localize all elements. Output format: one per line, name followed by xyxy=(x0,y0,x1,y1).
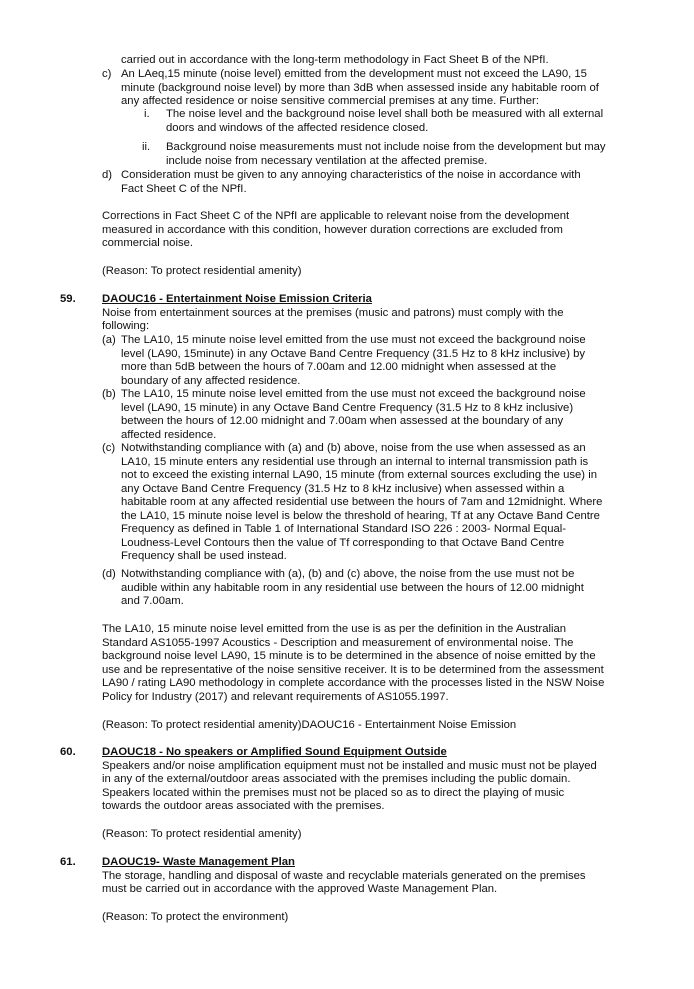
list-marker: (b) xyxy=(102,388,116,400)
text-line: level (LA90, 15minute) in any Octave Band Centre Frequency (31.5 Hz to 8 kHz inclusive) by xyxy=(121,347,586,360)
text-line: the LA10, 15 minute noise level is below the threshold of hearing, Tf at any Octave Band Centre xyxy=(121,509,600,522)
condition-number: 60. xyxy=(60,746,76,758)
list-marker: d) xyxy=(102,169,113,181)
text-line: The LA10, 15 minute noise level emitted from the use must not exceed the background noise xyxy=(121,388,586,400)
text-line: any affected residence or noise sensitive commercial premises at any time. Further: xyxy=(121,95,539,108)
text-line: and 7.00am. xyxy=(121,595,184,608)
reason-text: (Reason: To protect residential amenity) xyxy=(102,265,302,277)
text-line: boundary of any affected residence. xyxy=(121,374,301,387)
text-line: Background noise measurements must not include noise from the development but may xyxy=(166,141,606,153)
text-line: LA10, 15 minute enters any residential use through an internal to internal transmission path is xyxy=(121,455,589,468)
list-marker: (c) xyxy=(102,442,116,454)
list-marker: ii. xyxy=(142,141,151,153)
text-line: towards the outdoor areas associated with the premises. xyxy=(102,800,385,813)
list-marker: i. xyxy=(144,108,150,120)
text-line: level (LA90, 15 minute) in any Octave Band Centre Frequency (31.5 Hz to 8 kHz inclusive) xyxy=(121,401,574,414)
text-line: Speakers located within the premises must not be placed so as to direct the playing of music xyxy=(102,786,565,799)
text-line: The storage, handling and disposal of waste and recyclable materials generated on the premises xyxy=(102,869,586,882)
text-line: habitable room at any affected residential use between the hours of 7am and 12midnight. Where xyxy=(121,496,603,509)
continuation-text xyxy=(121,54,549,68)
text-line: any Octave Band Centre Frequency (31.5 Hz to 8 kHz inclusive) when assessed within a xyxy=(121,482,565,495)
text-line: Frequency shall be used instead. xyxy=(121,550,287,563)
text-line: background noise level LA90, 15 minute is to be determined in the absence of noise emitted by the xyxy=(102,650,596,663)
reason-text: (Reason: To protect the environment) xyxy=(102,911,289,923)
condition-title: DAOUC16 - Entertainment Noise Emission Criteria xyxy=(102,293,372,305)
condition-title: DAOUC18 - No speakers or Amplified Sound Equipment Outside xyxy=(102,746,447,758)
condition-61 xyxy=(102,856,586,897)
text-line: use and be representative of the noise sensitive receiver. It is to be determined from the assessment xyxy=(102,663,604,676)
condition-number: 61. xyxy=(60,856,76,868)
list-marker: (d) xyxy=(102,568,116,580)
paragraph xyxy=(102,623,604,704)
condition-60 xyxy=(102,746,597,814)
text-line: must be carried out in accordance with the approved Waste Management Plan. xyxy=(102,883,498,896)
condition-number: 59. xyxy=(60,293,76,305)
text-line: The LA10, 15 minute noise level emitted from the use is as per the definition in the Australian xyxy=(102,623,567,635)
paragraph xyxy=(102,210,569,251)
text-line: Consideration must be given to any annoying characteristics of the noise in accordance with xyxy=(121,169,581,181)
condition-59 xyxy=(102,293,563,334)
text-line: Speakers and/or noise amplification equipment must not be installed and music must not be played xyxy=(102,759,597,772)
text-line: in any of the external/outdoor areas associated with the premises including the public domain. xyxy=(102,773,571,786)
text-line: Frequency as defined in Table 1 of International Standard ISO 226 : 2003- Normal Equal- xyxy=(121,523,567,536)
text-line: Fact Sheet C of the NPfI. xyxy=(121,182,247,195)
text-line: LA90 / rating LA90 methodology in complete accordance with the processes listed in the NSW Noise xyxy=(102,677,605,690)
text-line: An LAeq,15 minute (noise level) emitted from the development must not exceed the LA90, 15 xyxy=(121,68,587,80)
text-line: include noise from necessary ventilation at the affected premise. xyxy=(166,154,488,167)
text-line: audible within any habitable room in any residential use between the hours of 12.00 midnight xyxy=(121,581,584,594)
text-line: Notwithstanding compliance with (a), (b) and (c) above, the noise from the use must not be xyxy=(121,568,575,580)
text-line: Noise from entertainment sources at the premises (music and patrons) must comply with the xyxy=(102,306,564,319)
text-line: Standard AS1055-1997 Acoustics - Description and measurement of environmental noise. The xyxy=(102,636,574,649)
text-line: carried out in accordance with the long-term methodology in Fact Sheet B of the NPfI. xyxy=(121,54,549,66)
text-line: minute (background noise level) by more than 3dB when assessed inside any habitable room of xyxy=(121,81,599,94)
reason-text: (Reason: To protect residential amenity)DAOUC16 - Entertainment Noise Emission xyxy=(102,719,517,731)
reason-text: (Reason: To protect residential amenity) xyxy=(102,828,302,840)
text-line: not to exceed the existing internal LA90, 15 minute (from external sources excluding the use) in xyxy=(121,469,597,482)
text-line: following: xyxy=(102,320,150,333)
text-line: The LA10, 15 minute noise level emitted from the use must not exceed the background noise xyxy=(121,334,586,346)
text-line: Policy for Industry (2017) and relevant requirements of AS1055.1997. xyxy=(102,690,449,703)
text-line: Corrections in Fact Sheet C of the NPfI are applicable to relevant noise from the development xyxy=(102,210,570,222)
text-line: Loudness-Level Contours then the value of Tf corresponding to that Octave Band Centre xyxy=(121,536,565,549)
text-line: between the hours of 12.00 midnight and 7.00am when assessed at the boundary of any xyxy=(121,415,564,428)
list-marker: c) xyxy=(102,68,112,80)
text-line: Notwithstanding compliance with (a) and (b) above, noise from the use when assessed as an xyxy=(121,442,586,454)
text-line: more than 5dB between the hours of 7.00am and 12.00 midnight when assessed at the xyxy=(121,361,557,374)
condition-title: DAOUC19- Waste Management Plan xyxy=(102,856,295,868)
text-line: commercial noise. xyxy=(102,237,194,250)
text-line: doors and windows of the affected residence closed. xyxy=(166,121,429,134)
list-marker: (a) xyxy=(102,334,116,346)
text-line: The noise level and the background noise level shall both be measured with all external xyxy=(166,108,604,120)
text-line: measured in accordance with this condition, however duration corrections are excluded from xyxy=(102,223,563,236)
text-line: affected residence. xyxy=(121,428,217,441)
